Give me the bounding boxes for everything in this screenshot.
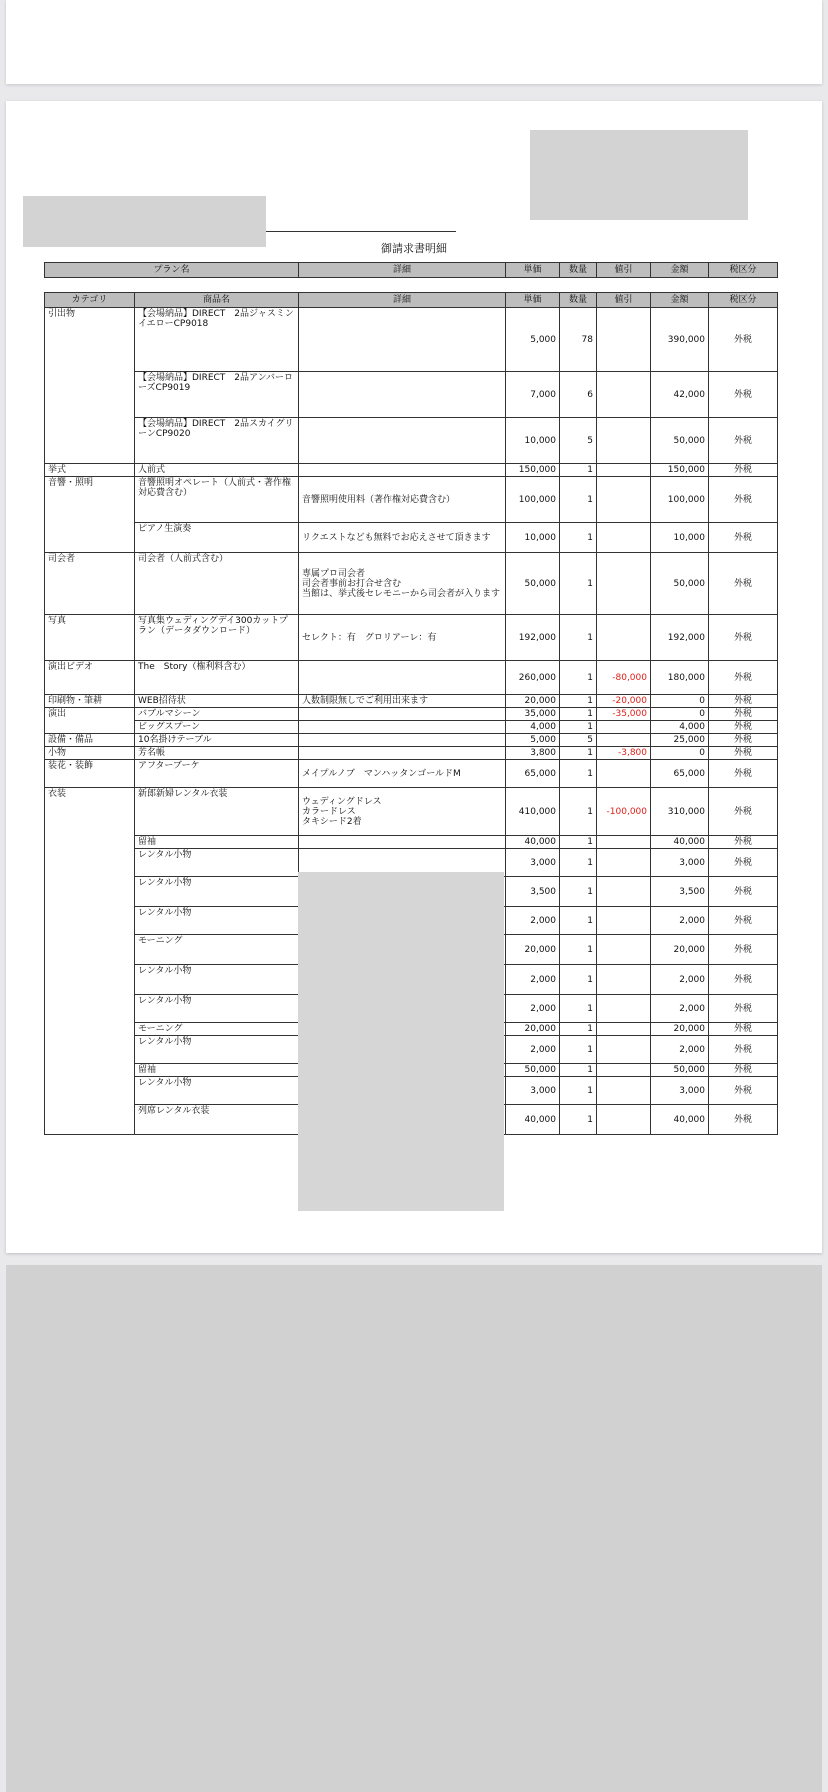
discount-header: 値引 bbox=[597, 293, 651, 308]
price-cell: 10,000 bbox=[506, 523, 560, 553]
category-cell: 引出物 bbox=[45, 308, 135, 464]
redacted-detail-column bbox=[298, 872, 504, 1211]
table-row bbox=[45, 721, 778, 734]
qty-cell: 1 bbox=[560, 1077, 597, 1105]
item-name-cell: バブルマシーン bbox=[135, 708, 299, 721]
discount-cell bbox=[597, 760, 651, 788]
discount-cell bbox=[597, 553, 651, 615]
detail-cell bbox=[299, 721, 506, 734]
qty-cell: 78 bbox=[560, 308, 597, 372]
tax-header: 税区分 bbox=[709, 293, 778, 308]
price-cell: 50,000 bbox=[506, 553, 560, 615]
category-cell: 写真 bbox=[45, 615, 135, 661]
amount-cell: 2,000 bbox=[651, 907, 709, 935]
previous-page bbox=[6, 0, 822, 84]
discount-cell bbox=[597, 1036, 651, 1064]
detail-header: 詳細 bbox=[299, 293, 506, 308]
item-name-cell: 新郎新婦レンタル衣装 bbox=[135, 788, 299, 836]
tax-cell: 外税 bbox=[709, 1064, 778, 1077]
item-name-cell: レンタル小物 bbox=[135, 995, 299, 1023]
item-name-cell: レンタル小物 bbox=[135, 965, 299, 995]
item-name-cell: アフターブーケ bbox=[135, 760, 299, 788]
price-header: 単価 bbox=[506, 293, 560, 308]
category-cell: 小物 bbox=[45, 747, 135, 760]
price-cell: 10,000 bbox=[506, 418, 560, 464]
table-row bbox=[45, 695, 778, 708]
qty-cell: 1 bbox=[560, 747, 597, 760]
amount-cell: 20,000 bbox=[651, 1023, 709, 1036]
item-name-cell: 【会場納品】DIRECT 2品ジャスミンイエローCP9018 bbox=[135, 308, 299, 372]
table-row bbox=[45, 553, 778, 615]
amount-cell: 50,000 bbox=[651, 553, 709, 615]
discount-cell bbox=[597, 372, 651, 418]
qty-cell: 1 bbox=[560, 553, 597, 615]
qty-cell: 5 bbox=[560, 418, 597, 464]
price-cell: 3,800 bbox=[506, 747, 560, 760]
amount-cell: 25,000 bbox=[651, 734, 709, 747]
item-name-cell: ピアノ生演奏 bbox=[135, 523, 299, 553]
category-header: カテゴリ bbox=[45, 293, 135, 308]
discount-cell: -20,000 bbox=[597, 695, 651, 708]
qty-cell: 1 bbox=[560, 661, 597, 695]
qty-cell: 6 bbox=[560, 372, 597, 418]
qty-cell: 1 bbox=[560, 708, 597, 721]
item-name-cell: 司会者（人前式含む） bbox=[135, 553, 299, 615]
price-cell: 3,000 bbox=[506, 1077, 560, 1105]
discount-cell: -80,000 bbox=[597, 661, 651, 695]
detail-cell: セレクト：有 グロリアーレ：有 bbox=[299, 615, 506, 661]
price-cell: 65,000 bbox=[506, 760, 560, 788]
name-header: 商品名 bbox=[135, 293, 299, 308]
tax-cell: 外税 bbox=[709, 1036, 778, 1064]
amount-cell: 50,000 bbox=[651, 1064, 709, 1077]
amount-cell: 40,000 bbox=[651, 836, 709, 849]
price-cell: 3,500 bbox=[506, 877, 560, 907]
detail-cell bbox=[299, 372, 506, 418]
qty-cell: 1 bbox=[560, 477, 597, 523]
tax-cell: 外税 bbox=[709, 1023, 778, 1036]
item-name-cell: レンタル小物 bbox=[135, 1036, 299, 1064]
addressee-underline bbox=[266, 231, 456, 232]
category-cell: 印刷物・筆耕 bbox=[45, 695, 135, 708]
tax-cell: 外税 bbox=[709, 477, 778, 523]
item-name-cell: ビッグスプーン bbox=[135, 721, 299, 734]
table-row bbox=[45, 734, 778, 747]
item-name-cell: 留袖 bbox=[135, 1064, 299, 1077]
amount-cell: 3,000 bbox=[651, 1077, 709, 1105]
table-row bbox=[45, 308, 778, 372]
discount-cell bbox=[597, 1105, 651, 1135]
price-cell: 5,000 bbox=[506, 734, 560, 747]
discount-cell bbox=[597, 615, 651, 661]
tax-cell: 外税 bbox=[709, 1077, 778, 1105]
price-cell: 5,000 bbox=[506, 308, 560, 372]
amount-cell: 50,000 bbox=[651, 418, 709, 464]
tax-cell: 外税 bbox=[709, 760, 778, 788]
price-cell: 260,000 bbox=[506, 661, 560, 695]
price-cell: 20,000 bbox=[506, 935, 560, 965]
price-cell: 410,000 bbox=[506, 788, 560, 836]
table-row bbox=[45, 372, 778, 418]
amount-cell: 65,000 bbox=[651, 760, 709, 788]
qty-cell: 1 bbox=[560, 836, 597, 849]
discount-cell bbox=[597, 418, 651, 464]
tax-cell: 外税 bbox=[709, 995, 778, 1023]
detail-cell: メイプルノブ マンハッタンゴールドM bbox=[299, 760, 506, 788]
table-row bbox=[45, 760, 778, 788]
item-name-cell: The Story（権利料含む） bbox=[135, 661, 299, 695]
tax-cell: 外税 bbox=[709, 553, 778, 615]
item-name-cell: 留袖 bbox=[135, 836, 299, 849]
amount-cell: 180,000 bbox=[651, 661, 709, 695]
amount-cell: 0 bbox=[651, 695, 709, 708]
qty-cell: 1 bbox=[560, 965, 597, 995]
discount-cell bbox=[597, 1023, 651, 1036]
qty-header: 数量 bbox=[560, 293, 597, 308]
qty-cell: 1 bbox=[560, 523, 597, 553]
tax-cell: 外税 bbox=[709, 747, 778, 760]
plan-header-table bbox=[44, 262, 778, 278]
price-cell: 2,000 bbox=[506, 1036, 560, 1064]
discount-cell bbox=[597, 965, 651, 995]
detail-cell: 専属プロ司会者 司会者事前お打合せ含む 当館は、挙式後セレモニーから司会者が入ります bbox=[299, 553, 506, 615]
item-name-cell: 【会場納品】DIRECT 2品スカイグリーンCP9020 bbox=[135, 418, 299, 464]
table-row bbox=[45, 836, 778, 849]
tax-cell: 外税 bbox=[709, 1105, 778, 1135]
item-name-cell: 【会場納品】DIRECT 2品アンバーローズCP9019 bbox=[135, 372, 299, 418]
detail-cell: 人数制限無しでご利用出来ます bbox=[299, 695, 506, 708]
amount-cell: 310,000 bbox=[651, 788, 709, 836]
detail-cell bbox=[299, 836, 506, 849]
detail-cell: 音響照明使用料（著作権対応費含む） bbox=[299, 477, 506, 523]
discount-cell bbox=[597, 523, 651, 553]
plan-amount-header: 金額 bbox=[651, 263, 709, 278]
category-cell: 衣装 bbox=[45, 788, 135, 1135]
discount-cell bbox=[597, 464, 651, 477]
price-cell: 150,000 bbox=[506, 464, 560, 477]
item-name-cell: 写真集ウェディングデイ300カットプラン（データダウンロード） bbox=[135, 615, 299, 661]
amount-cell: 40,000 bbox=[651, 1105, 709, 1135]
plan-name-header: プラン名 bbox=[45, 263, 299, 278]
price-cell: 35,000 bbox=[506, 708, 560, 721]
price-cell: 40,000 bbox=[506, 1105, 560, 1135]
document-title: 御請求書明細 bbox=[381, 242, 447, 255]
discount-cell bbox=[597, 721, 651, 734]
qty-cell: 1 bbox=[560, 995, 597, 1023]
price-cell: 4,000 bbox=[506, 721, 560, 734]
discount-cell bbox=[597, 1064, 651, 1077]
price-cell: 50,000 bbox=[506, 1064, 560, 1077]
amount-cell: 2,000 bbox=[651, 1036, 709, 1064]
detail-cell bbox=[299, 464, 506, 477]
plan-qty-header: 数量 bbox=[560, 263, 597, 278]
item-name-cell: モーニング bbox=[135, 935, 299, 965]
detail-cell bbox=[299, 734, 506, 747]
tax-cell: 外税 bbox=[709, 935, 778, 965]
detail-cell: ウェディングドレス カラードレス タキシード2着 bbox=[299, 788, 506, 836]
price-cell: 2,000 bbox=[506, 965, 560, 995]
tax-cell: 外税 bbox=[709, 836, 778, 849]
category-cell: 装花・装飾 bbox=[45, 760, 135, 788]
qty-cell: 1 bbox=[560, 907, 597, 935]
qty-cell: 1 bbox=[560, 760, 597, 788]
category-cell: 演出 bbox=[45, 708, 135, 734]
amount-cell: 3,000 bbox=[651, 849, 709, 877]
category-cell: 演出ビデオ bbox=[45, 661, 135, 695]
qty-cell: 1 bbox=[560, 935, 597, 965]
price-cell: 20,000 bbox=[506, 695, 560, 708]
qty-cell: 1 bbox=[560, 877, 597, 907]
amount-cell: 390,000 bbox=[651, 308, 709, 372]
tax-cell: 外税 bbox=[709, 464, 778, 477]
price-cell: 2,000 bbox=[506, 995, 560, 1023]
discount-cell: -3,800 bbox=[597, 747, 651, 760]
table-row bbox=[45, 464, 778, 477]
discount-cell bbox=[597, 935, 651, 965]
plan-tax-header: 税区分 bbox=[709, 263, 778, 278]
category-cell: 音響・照明 bbox=[45, 477, 135, 553]
tax-cell: 外税 bbox=[709, 523, 778, 553]
table-row bbox=[45, 788, 778, 836]
amount-cell: 100,000 bbox=[651, 477, 709, 523]
tax-cell: 外税 bbox=[709, 734, 778, 747]
item-name-cell: レンタル小物 bbox=[135, 849, 299, 877]
item-name-cell: モーニング bbox=[135, 1023, 299, 1036]
item-name-cell: レンタル小物 bbox=[135, 907, 299, 935]
qty-cell: 1 bbox=[560, 615, 597, 661]
qty-cell: 1 bbox=[560, 464, 597, 477]
discount-cell bbox=[597, 849, 651, 877]
item-name-cell: 音響照明オペレート（人前式・著作権対応費含む） bbox=[135, 477, 299, 523]
table-row bbox=[45, 708, 778, 721]
tax-cell: 外税 bbox=[709, 708, 778, 721]
item-name-cell: 人前式 bbox=[135, 464, 299, 477]
blank-gray-area bbox=[6, 1265, 822, 1792]
amount-cell: 0 bbox=[651, 747, 709, 760]
table-row bbox=[45, 747, 778, 760]
price-cell: 40,000 bbox=[506, 836, 560, 849]
amount-cell: 4,000 bbox=[651, 721, 709, 734]
tax-cell: 外税 bbox=[709, 661, 778, 695]
table-row bbox=[45, 418, 778, 464]
plan-price-header: 単価 bbox=[506, 263, 560, 278]
category-cell: 設備・備品 bbox=[45, 734, 135, 747]
detail-cell bbox=[299, 308, 506, 372]
discount-cell bbox=[597, 877, 651, 907]
discount-cell bbox=[597, 308, 651, 372]
tax-cell: 外税 bbox=[709, 308, 778, 372]
detail-cell bbox=[299, 418, 506, 464]
discount-cell bbox=[597, 995, 651, 1023]
redacted-company-block bbox=[530, 130, 748, 220]
plan-detail-header: 詳細 bbox=[299, 263, 506, 278]
price-cell: 192,000 bbox=[506, 615, 560, 661]
discount-cell: -35,000 bbox=[597, 708, 651, 721]
amount-cell: 150,000 bbox=[651, 464, 709, 477]
tax-cell: 外税 bbox=[709, 788, 778, 836]
table-row bbox=[45, 661, 778, 695]
detail-cell: リクエストなども無料でお応えさせて頂きます bbox=[299, 523, 506, 553]
qty-cell: 1 bbox=[560, 1036, 597, 1064]
tax-cell: 外税 bbox=[709, 849, 778, 877]
detail-cell bbox=[299, 708, 506, 721]
qty-cell: 5 bbox=[560, 734, 597, 747]
tax-cell: 外税 bbox=[709, 877, 778, 907]
discount-cell bbox=[597, 1077, 651, 1105]
tax-cell: 外税 bbox=[709, 907, 778, 935]
discount-cell bbox=[597, 836, 651, 849]
item-name-cell: 芳名帳 bbox=[135, 747, 299, 760]
item-name-cell: レンタル小物 bbox=[135, 1077, 299, 1105]
detail-cell bbox=[299, 661, 506, 695]
amount-cell: 0 bbox=[651, 708, 709, 721]
item-name-cell: 10名掛けテーブル bbox=[135, 734, 299, 747]
price-cell: 2,000 bbox=[506, 907, 560, 935]
item-name-cell: WEB招待状 bbox=[135, 695, 299, 708]
price-cell: 100,000 bbox=[506, 477, 560, 523]
amount-cell: 2,000 bbox=[651, 995, 709, 1023]
qty-cell: 1 bbox=[560, 1105, 597, 1135]
discount-cell bbox=[597, 734, 651, 747]
price-cell: 20,000 bbox=[506, 1023, 560, 1036]
qty-cell: 1 bbox=[560, 849, 597, 877]
item-name-cell: レンタル小物 bbox=[135, 877, 299, 907]
price-cell: 3,000 bbox=[506, 849, 560, 877]
qty-cell: 1 bbox=[560, 695, 597, 708]
detail-cell bbox=[299, 747, 506, 760]
qty-cell: 1 bbox=[560, 1023, 597, 1036]
tax-cell: 外税 bbox=[709, 695, 778, 708]
category-cell: 司会者 bbox=[45, 553, 135, 615]
amount-cell: 3,500 bbox=[651, 877, 709, 907]
category-cell: 挙式 bbox=[45, 464, 135, 477]
tax-cell: 外税 bbox=[709, 615, 778, 661]
amount-cell: 192,000 bbox=[651, 615, 709, 661]
tax-cell: 外税 bbox=[709, 372, 778, 418]
price-cell: 7,000 bbox=[506, 372, 560, 418]
item-name-cell: 列席レンタル衣装 bbox=[135, 1105, 299, 1135]
tax-cell: 外税 bbox=[709, 965, 778, 995]
amount-cell: 20,000 bbox=[651, 935, 709, 965]
table-row bbox=[45, 523, 778, 553]
plan-discount-header: 値引 bbox=[597, 263, 651, 278]
amount-header: 金額 bbox=[651, 293, 709, 308]
amount-cell: 10,000 bbox=[651, 523, 709, 553]
tax-cell: 外税 bbox=[709, 418, 778, 464]
qty-cell: 1 bbox=[560, 788, 597, 836]
qty-cell: 1 bbox=[560, 1064, 597, 1077]
tax-cell: 外税 bbox=[709, 721, 778, 734]
amount-cell: 2,000 bbox=[651, 965, 709, 995]
table-row bbox=[45, 615, 778, 661]
table-row bbox=[45, 477, 778, 523]
discount-cell: -100,000 bbox=[597, 788, 651, 836]
discount-cell bbox=[597, 907, 651, 935]
amount-cell: 42,000 bbox=[651, 372, 709, 418]
qty-cell: 1 bbox=[560, 721, 597, 734]
discount-cell bbox=[597, 477, 651, 523]
